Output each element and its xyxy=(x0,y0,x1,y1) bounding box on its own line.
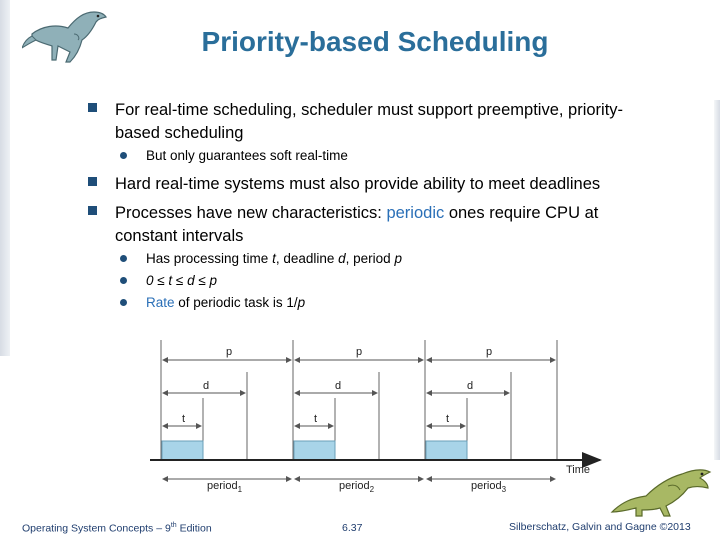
task-box xyxy=(294,441,335,460)
dinosaur-logo-bottom xyxy=(608,462,716,518)
task-box xyxy=(162,441,203,460)
bullet-text: constant intervals xyxy=(115,227,244,245)
bullet-text: Hard real-time systems must also provide ability to meet deadlines xyxy=(115,175,601,193)
t-label: t xyxy=(182,413,186,425)
sub-bullet-text: But only guarantees soft real-time xyxy=(146,148,348,163)
footer-right: Silberschatz, Galvin and Gagne ©2013 xyxy=(509,521,691,533)
d-label: d xyxy=(467,380,474,392)
t-label: t xyxy=(314,413,318,425)
bullet-text: For real-time scheduling, scheduler must support preemptive, priority- xyxy=(115,101,624,119)
footer-page-number: 6.37 xyxy=(342,522,363,534)
time-label: Time xyxy=(566,464,591,476)
period-label: period$_1$ xyxy=(207,480,243,494)
sub-bullet-text: Rate of periodic task is 1/p xyxy=(146,295,306,310)
bullet-text: Processes have new characteristics: periodic ones require CPU at xyxy=(115,204,599,222)
periodic-highlight: periodic xyxy=(386,204,445,222)
p-label: p xyxy=(486,346,493,358)
period-label: period$_3$ xyxy=(471,480,507,494)
t-label: t xyxy=(446,413,450,425)
d-label: d xyxy=(335,380,342,392)
sub-bullet-formula: 0 ≤ t ≤ d ≤ p xyxy=(146,273,218,288)
task-box xyxy=(426,441,467,460)
page-title: Priority-based Scheduling xyxy=(201,26,549,57)
bullet-text: based scheduling xyxy=(115,124,244,142)
rate-highlight: Rate xyxy=(146,295,175,310)
p-label: p xyxy=(226,346,233,358)
p-label: p xyxy=(356,346,363,358)
footer-left: Operating System Concepts – 9th Edition xyxy=(22,522,212,535)
period-label: period$_2$ xyxy=(339,480,375,494)
d-label: d xyxy=(203,380,210,392)
sub-bullet-text: Has processing time t, deadline d, period p xyxy=(146,251,402,266)
